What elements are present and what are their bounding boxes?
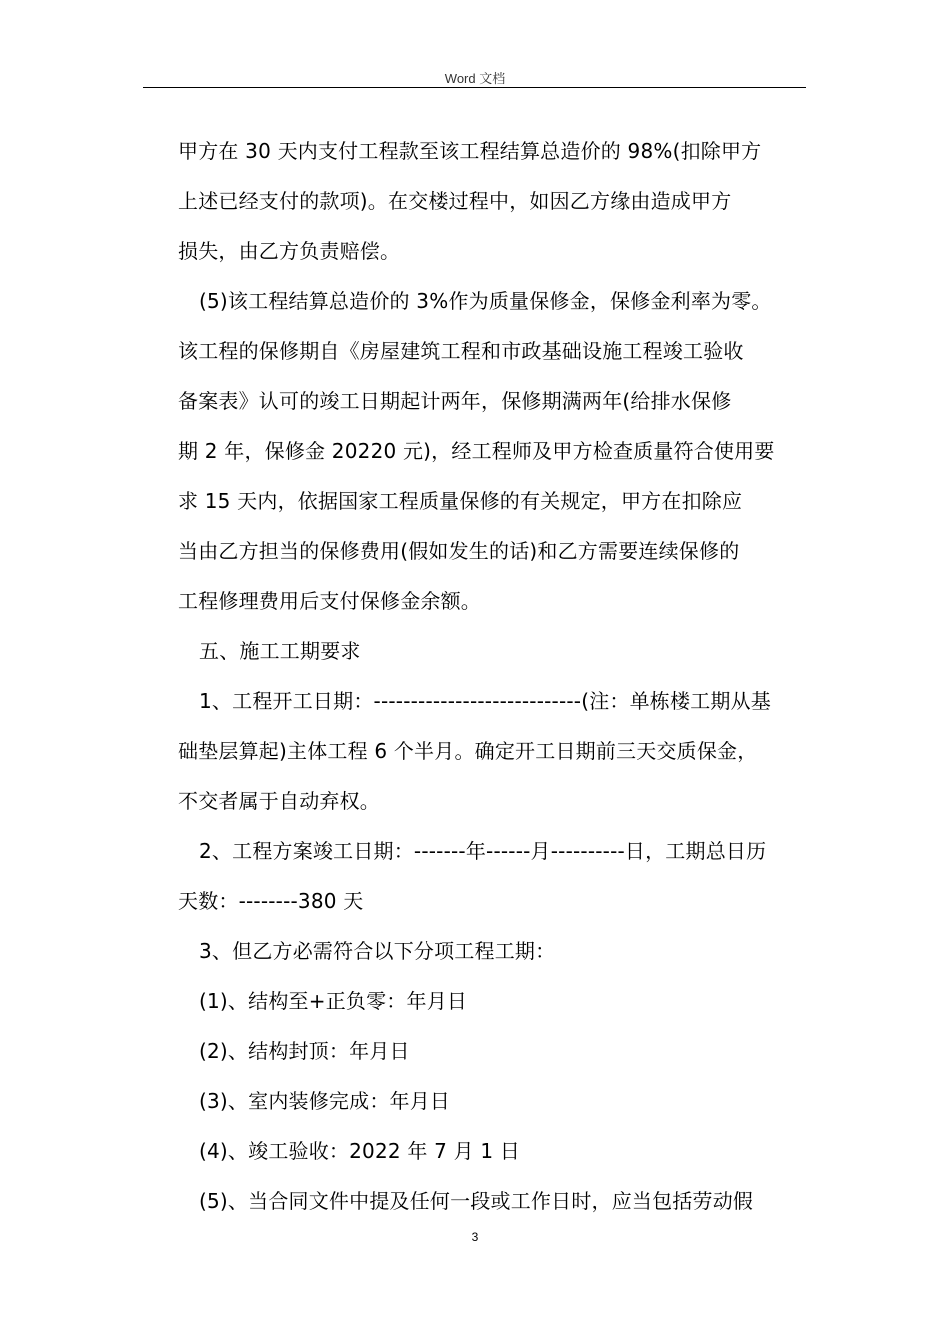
text-line: 当由乙方担当的保修费用(假如发生的话)和乙方需要连续保修的 <box>178 539 740 563</box>
text-line: 期 2 年，保修金 20220 元)，经工程师及甲方检查质量符合使用要 <box>178 439 775 463</box>
text-line: 础垫层算起)主体工程 6 个半月。确定开工日期前三天交质保金， <box>178 739 758 763</box>
text-line: 损失，由乙方负责赔偿。 <box>178 239 401 263</box>
list-item: (2)、结构封顶：年月日 <box>199 1039 410 1063</box>
text-line: (5)该工程结算总造价的 3%作为质量保修金，保修金利率为零。 <box>199 289 772 313</box>
list-item: (4)、竣工验收：2022 年 7 月 1 日 <box>199 1139 521 1163</box>
text-line: 2、工程方案竣工日期：-------年------月----------日，工期总日历 <box>199 839 767 863</box>
header-divider <box>143 87 806 88</box>
text-line: 不交者属于自动弃权。 <box>178 789 380 813</box>
text-line: 工程修理费用后支付保修金余额。 <box>178 589 481 613</box>
list-item: (1)、结构至+正负零：年月日 <box>199 989 468 1013</box>
text-line: 上述已经支付的款项)。在交楼过程中，如因乙方缘由造成甲方 <box>178 189 732 213</box>
page-number: 3 <box>471 1230 479 1244</box>
text-line: 该工程的保修期自《房屋建筑工程和市政基础设施工程竣工验收 <box>178 339 744 363</box>
section-heading: 五、施工工期要求 <box>199 639 361 663</box>
text-line: 甲方在 30 天内支付工程款至该工程结算总造价的 98%(扣除甲方 <box>178 139 762 163</box>
document-body <box>178 126 810 1226</box>
text-line: 求 15 天内，依据国家工程质量保修的有关规定，甲方在扣除应 <box>178 489 743 513</box>
text-line: 3、但乙方必需符合以下分项工程工期： <box>199 939 556 963</box>
text-line: 1、工程开工日期：----------------------------(注：单栋楼工期从基 <box>199 689 771 713</box>
list-item: (5)、当合同文件中提及任何一段或工作日时，应当包括劳动假 <box>199 1189 754 1213</box>
text-line: 备案表》认可的竣工日期起计两年，保修期满两年(给排水保修 <box>178 389 732 413</box>
text-line: 天数：--------380 天 <box>178 889 364 913</box>
list-item: (3)、室内装修完成：年月日 <box>199 1089 451 1113</box>
document-header-title: Word 文档 <box>444 71 506 86</box>
